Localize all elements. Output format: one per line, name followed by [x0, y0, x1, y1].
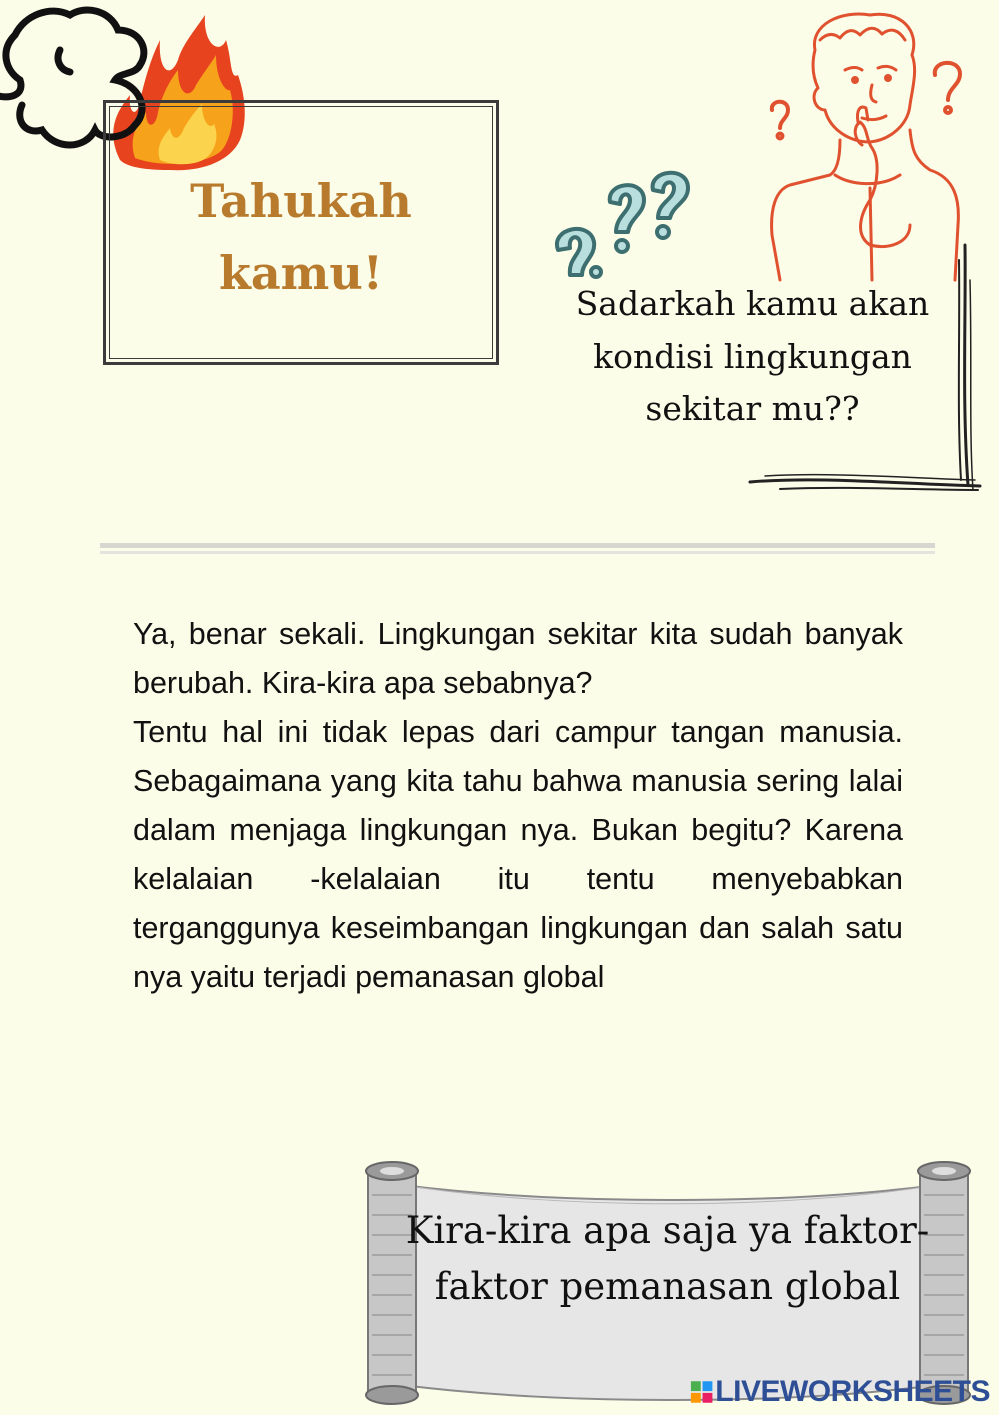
liveworksheets-logo-icon	[690, 1379, 713, 1405]
liveworksheets-logo[interactable]	[690, 1372, 990, 1412]
paragraph-1: Ya, benar sekali. Lingkungan sekitar kita sudah banyak berubah. Kira-kira apa sebabnya?	[133, 617, 903, 700]
section-divider	[100, 541, 935, 559]
body-paragraph	[133, 610, 903, 1002]
question-text: Sadarkah kamu akan kondisi lingkungan sekitar mu??	[575, 284, 930, 428]
page-title	[103, 165, 499, 309]
title-line-1: Tahukah	[190, 174, 412, 228]
title-line-2: kamu!	[219, 246, 383, 300]
question-marks-icon	[548, 160, 698, 280]
paragraph-2: Tentu hal ini tidak lepas dari campur tangan manusia. Sebagaimana yang kita tahu bahwa manusia sering lalai dalam menjaga lingkungan nya. Bukan begitu? Karena kelalaian -kelalaian itu tentu menyebabkan terganggunya keseimbangan lingkungan dan salah satu nya yaitu terjadi pemanasan global	[133, 715, 903, 994]
logo-text: LIVEWORKSHEETS	[715, 1375, 990, 1408]
scroll-question-text: Kira-kira apa saja ya faktor-faktor pemanasan global	[405, 1209, 930, 1308]
